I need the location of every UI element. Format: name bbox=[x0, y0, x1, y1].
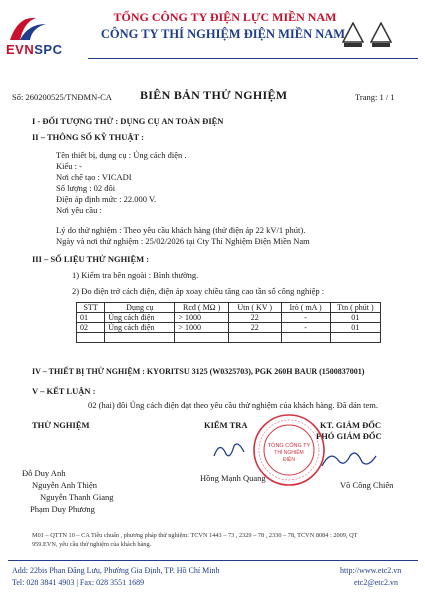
checker-signature bbox=[210, 438, 250, 467]
footer-website: http://www.etc2.vn bbox=[340, 566, 402, 575]
test-date-place: Ngày và nơi thử nghiệm : 25/02/2026 tại Cty Thí Nghiệm Điện Miền Nam bbox=[56, 236, 310, 246]
footer-address: Add: 22bis Phan Đăng Lưu, Phường Gia Định, TP. Hồ Chí Minh bbox=[12, 566, 220, 575]
spec-line: Kiểu : - bbox=[56, 161, 82, 171]
header-divider bbox=[88, 58, 418, 59]
table-header-cell: Dụng cụ bbox=[105, 303, 175, 313]
footer-divider bbox=[8, 560, 418, 561]
inspection-item-1: 1) Kiểm tra bên ngoài : Bình thường. bbox=[72, 270, 199, 280]
tester-name: Đỗ Duy Anh bbox=[22, 468, 66, 478]
footer-email: etc2@etc2.vn bbox=[354, 578, 399, 587]
svg-text:THÍ NGHIỆM: THÍ NGHIỆM bbox=[274, 450, 304, 456]
table-cell: > 1000 bbox=[175, 323, 228, 333]
section-1-heading: I - ĐỐI TƯỢNG THỬ : DỤNG CỤ AN TOÀN ĐIỆN bbox=[32, 116, 224, 126]
spec-line: Điện áp định mức : 22.000 V. bbox=[56, 194, 157, 204]
table-cell: - bbox=[281, 313, 330, 323]
director-name: Võ Công Chiến bbox=[340, 480, 394, 490]
table-header-row bbox=[77, 303, 381, 313]
tester-name: Phạm Duy Phương bbox=[30, 504, 95, 514]
section-3-heading: III – SỐ LIỆU THỬ NGHIỆM : bbox=[32, 254, 150, 264]
document-title: BIÊN BẢN THỬ NGHIỆM bbox=[140, 88, 288, 102]
certification-icon bbox=[342, 22, 364, 48]
spec-line: Nơi yêu cầu : bbox=[56, 205, 102, 215]
table-cell: 01 bbox=[330, 313, 380, 323]
test-reason: Lý do thử nghiệm : Theo yêu cầu khách hàng (thử điện áp 22 kV/1 phút). bbox=[56, 225, 306, 235]
company-name: CÔNG TY THÍ NGHIỆM ĐIỆN MIỀN NAM bbox=[100, 27, 346, 41]
document-number: Số: 260200525/TNĐMN-CA bbox=[12, 92, 112, 102]
table-cell: - bbox=[281, 323, 330, 333]
footer-phone-fax: Tel: 028 3841 4903 | Fax: 028 3551 1689 bbox=[12, 578, 145, 587]
svg-text:TỔNG CÔNG TY: TỔNG CÔNG TY bbox=[267, 443, 311, 449]
inspection-item-2: 2) Đo điện trở cách điện, điện áp xoay chiều tăng cao tần số công nghiệp : bbox=[72, 286, 325, 296]
table-cell: Ủng cách điện bbox=[105, 323, 175, 333]
table-cell: 01 bbox=[77, 313, 105, 323]
table-header-cell: Irò ( mA ) bbox=[281, 303, 330, 313]
evn-logo-text: EVNSPC bbox=[6, 42, 63, 57]
table-cell: 01 bbox=[330, 323, 380, 333]
table-cell: 22 bbox=[228, 313, 281, 323]
spec-line: Tên thiết bị, dụng cụ : Ủng cách điện . bbox=[56, 150, 187, 160]
page-number: Trang: 1 / 1 bbox=[355, 92, 395, 102]
checked-by-label: KIỂM TRA bbox=[204, 420, 248, 430]
table-cell: 02 bbox=[77, 323, 105, 333]
table-row bbox=[77, 323, 381, 333]
checker-name: Hồng Mạnh Quang bbox=[200, 473, 266, 483]
results-table bbox=[76, 302, 381, 343]
tested-by-label: THỬ NGHIỆM bbox=[32, 420, 90, 430]
table-cell: Ủng cách điện bbox=[105, 313, 175, 323]
table-header-cell: Utn ( KV ) bbox=[228, 303, 281, 313]
table-header-cell: STT bbox=[77, 303, 105, 313]
director-label: KT. GIÁM ĐỐC bbox=[320, 420, 381, 430]
spec-line: Nơi chế tạo : VICADI bbox=[56, 172, 132, 182]
standards-note: 959.EVN, yêu cầu thử nghiệm của khách hàng. bbox=[32, 541, 152, 548]
table-header-cell: Ttn ( phút ) bbox=[330, 303, 380, 313]
spec-line: Số lượng : 02 đôi bbox=[56, 183, 116, 193]
table-cell: > 1000 bbox=[175, 313, 228, 323]
section-4-equipment: IV – THIẾT BỊ THỬ NGHIỆM : KYORITSU 3125 (W0325703), PGK 260H BAUR (1500837001) bbox=[32, 367, 365, 376]
section-2-heading: II – THÔNG SỐ KỸ THUẬT : bbox=[32, 132, 144, 142]
standards-note: M01 – QTTN 10 – CA Tiêu chuẩn , phương pháp thử nghiệm: TCVN 1443 – 73 , 2329 – 78 , 2330 – 78, TCVN 8084 : 2009, QT bbox=[32, 532, 358, 539]
tester-name: Nguyễn Thanh Giang bbox=[40, 492, 114, 502]
deputy-director-label: PHÓ GIÁM ĐỐC bbox=[316, 431, 382, 441]
tester-name: Nguyễn Anh Thiện bbox=[32, 480, 98, 490]
table-row bbox=[77, 333, 381, 343]
director-signature bbox=[320, 446, 380, 479]
table-cell: 22 bbox=[228, 323, 281, 333]
parent-company-name: TỔNG CÔNG TY ĐIỆN LỰC MIỀN NAM bbox=[113, 10, 337, 24]
section-5-heading: V – KẾT LUẬN : bbox=[32, 386, 96, 396]
svg-text:ĐIỆN: ĐIỆN bbox=[283, 457, 295, 463]
conclusion-text: 02 (hai) đôi Ủng cách điện đạt theo yêu cầu thử nghiệm của khách hàng. Đã dán tem. bbox=[88, 400, 378, 410]
certification-icon bbox=[370, 22, 392, 48]
table-header-cell: Rcđ ( MΩ ) bbox=[175, 303, 228, 313]
table-row bbox=[77, 313, 381, 323]
